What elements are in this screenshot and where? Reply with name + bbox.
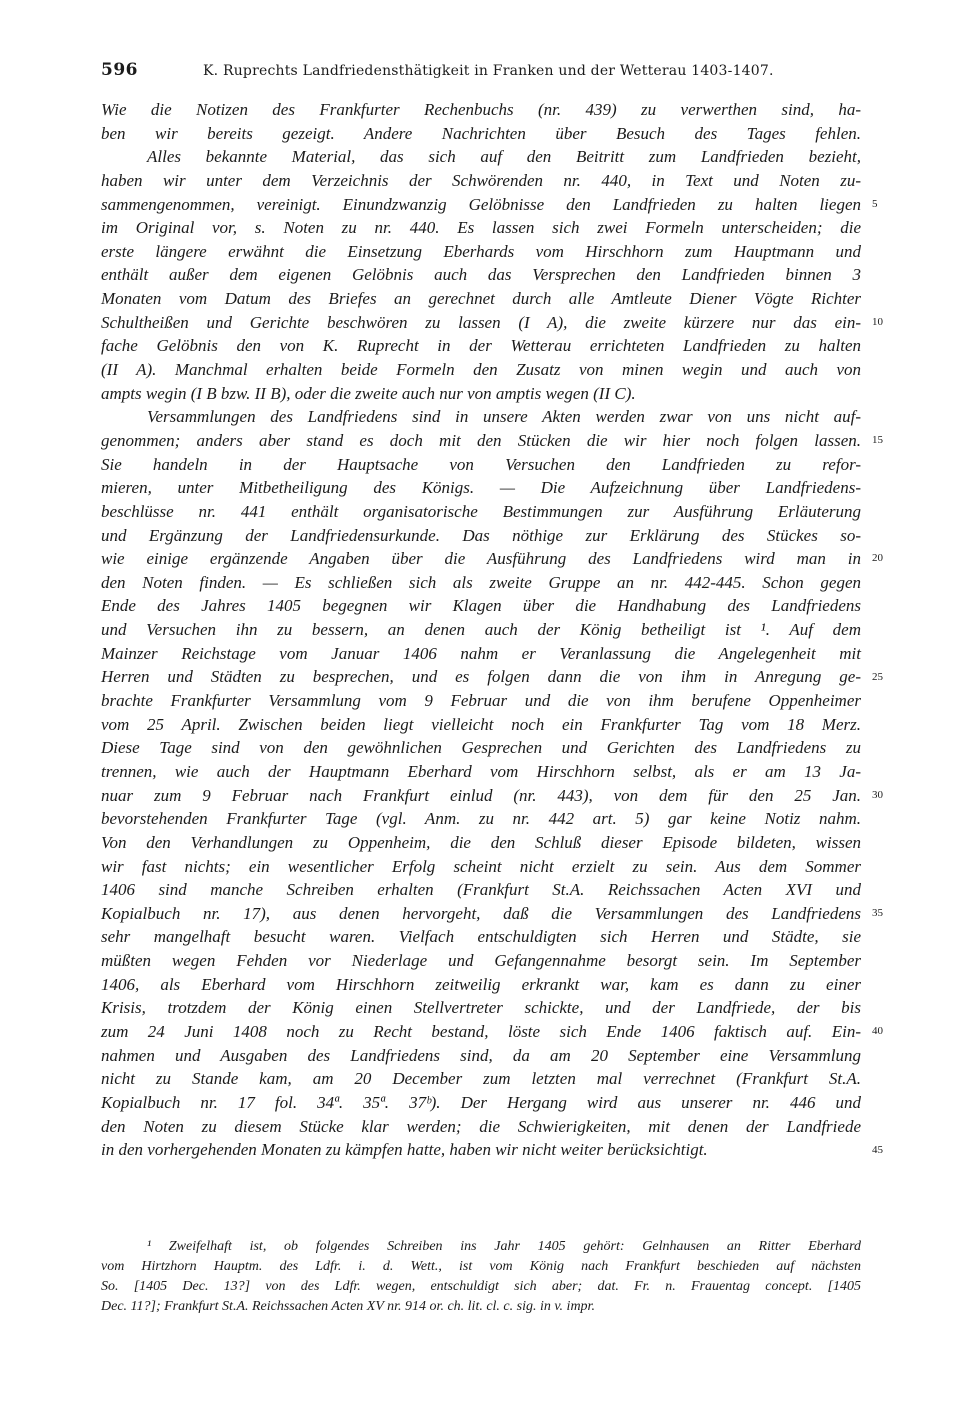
body-line: Krisis, trotzdem der König einen Stellvertreter schickte, und der Landfriede, der bis xyxy=(101,998,861,1018)
footnote-line: Dec. 11?]; Frankfurt St.A. Reichssachen Acten XV nr. 914 or. ch. lit. cl. c. sig. in v. impr. xyxy=(101,1299,595,1314)
body-line: Monaten vom Datum des Briefes an gerechnet durch alle Amtleute Diener Vögte Richter xyxy=(101,289,861,309)
body-line: zum 24 Juni 1408 noch zu Recht bestand, löste sich Ende 1406 faktisch auf. Ein- xyxy=(101,1021,861,1041)
line-number: 25 xyxy=(872,670,883,683)
body-line: Diese Tage sind von den gewöhnlichen Gesprechen und Gerichten des Landfriedens zu xyxy=(101,738,861,758)
line-number: 20 xyxy=(872,552,883,565)
body-line: vom 25 April. Zwischen beiden liegt vielleicht noch ein Frankfurter Tag vom 18 Merz. xyxy=(101,714,861,734)
footnotes xyxy=(101,1237,861,1317)
body-line: und Versuchen ihn zu bessern, an denen auch der König betheiligt ist ¹. Auf dem xyxy=(101,620,861,640)
line-number: 35 xyxy=(872,907,883,920)
body-text xyxy=(101,98,861,1162)
body-line: Sie handeln in der Hauptsache von Versuchen den Landfrieden zu refor- xyxy=(101,454,861,474)
body-line: Wie die Notizen des Frankfurter Rechenbuchs (nr. 439) zu verwerthen sind, ha- xyxy=(101,100,861,119)
body-line: haben wir unter dem Verzeichnis der Schwörenden nr. 440, in Text und Noten zu- xyxy=(101,170,861,190)
body-line: sammengenommen, vereinigt. Einundzwanzig Gelöbnisse den Landfrieden zu halten liegen xyxy=(101,194,861,214)
body-line: (II A). Manchmal erhalten beide Formeln den Zusatz von minen wegin und auch von xyxy=(101,360,861,380)
body-line: Kopialbuch nr. 17), aus denen hervorgeht, daß die Versammlungen des Landfriedens xyxy=(101,903,861,923)
page-number: 596 xyxy=(101,60,138,80)
body-line: Mainzer Reichstage vom Januar 1406 nahm er Veranlassung die Angelegenheit mit xyxy=(101,643,861,663)
body-line: nahmen und Ausgaben des Landfriedens sind, da am 20 September eine Versammlung xyxy=(101,1045,861,1065)
footnote-line: So. [1405 Dec. 13?] von des Ldfr. wegen, entschuldigt sich aber; dat. Fr. n. Frauentag concept. [1405 xyxy=(101,1279,861,1294)
body-line: und Ergänzung der Landfriedensurkunde. Das nöthige zur Erklärung des Stückes so- xyxy=(101,525,861,545)
body-line: ampts wegin (I B bzw. II B), oder die zweite auch nur von amptis wegen (II C). xyxy=(101,383,636,403)
body-line: fache Gelöbnis den von K. Ruprecht in der Wetterau errichteten Landfrieden zu halten xyxy=(101,336,861,356)
line-number: 40 xyxy=(872,1025,883,1038)
body-line: im Original vor, s. Noten zu nr. 440. Es lassen sich zwei Formeln unterscheiden; die xyxy=(101,218,861,238)
body-line: mieren, unter Mitbetheiligung des Königs. — Die Aufzeichnung über Landfriedens- xyxy=(101,478,861,498)
body-line: wie einige ergänzende Angaben über die Ausführung des Landfriedens wird man in xyxy=(101,549,861,569)
body-line: Von den Verhandlungen zu Oppenheim, die den Schluß dieser Episode bildeten, wissen xyxy=(101,832,861,852)
body-line: sehr mangelhaft besucht waren. Vielfach entschuldigten sich Herren und Städte, sie xyxy=(101,927,861,947)
body-line: 1406 sind manche Schreiben erhalten (Frankfurt St.A. Reichssachen Acten XVI und xyxy=(101,880,861,900)
body-line: Schultheißen und Gerichte beschwören zu lassen (I A), die zweite kürzere nur das ein- xyxy=(101,312,861,332)
body-line: brachte Frankfurter Versammlung vom 9 Februar und die von ihm berufene Oppenheimer xyxy=(101,691,861,711)
body-line: Herren und Städten zu besprechen, und es folgen dann die von ihm in Anregung ge- xyxy=(101,667,861,687)
body-line: Versammlungen des Landfriedens sind in unsere Akten werden zwar von uns nicht auf- xyxy=(147,407,861,427)
footnote-line: vom Hirtzhorn Hauptm. des Ldfr. i. d. Wett., ist vom König nach Frankfurt beschieden auf nächsten xyxy=(101,1259,861,1274)
body-line: den Noten zu diesem Stücke klar werden; die Schwierigkeiten, mit denen der Landfriede xyxy=(101,1116,861,1136)
body-line: müßten wegen Fehden vor Niederlage und Gefangennahme besorgt sein. Im September xyxy=(101,951,861,971)
body-line: ben wir bereits gezeigt. Andere Nachrichten über Besuch des Tages fehlen. xyxy=(101,123,861,143)
body-line: den Noten finden. — Es schließen sich als zweite Gruppe an nr. 442-445. Schon gegen xyxy=(101,572,861,592)
body-line: bevorstehenden Frankfurter Tage (vgl. Anm. zu nr. 442 art. 5) gar keine Notiz nahm. xyxy=(101,809,861,829)
footnote-line: ¹ Zweifelhaft ist, ob folgendes Schreiben ins Jahr 1405 gehört: Gelnhausen an Ritter Eberhard xyxy=(147,1239,861,1254)
body-line: erste längere erwähnt die Einsetzung Eberhards vom Hirschhorn zum Hauptmann und xyxy=(101,241,861,261)
line-number: 30 xyxy=(872,788,883,801)
body-line: trennen, wie auch der Hauptmann Eberhard vom Hirschhorn selbst, als er am 13 Ja- xyxy=(101,761,861,781)
body-line: nicht zu Stande kam, am 20 December zum letzten mal verrechnet (Frankfurt St.A. xyxy=(101,1069,861,1089)
body-line: wir fast nichts; ein wesentlicher Erfolg scheint nicht erzielt zu sein. Aus dem Sommer xyxy=(101,856,861,876)
running-title: K. Ruprechts Landfriedensthätigkeit in Franken und der Wetterau 1403-1407. xyxy=(203,63,774,79)
body-line: 1406, als Eberhard vom Hirschhorn zeitweilig erkrankt war, kam es dann zu einer xyxy=(101,974,861,994)
body-line: nuar zum 9 Februar nach Frankfurt einlud (nr. 443), von dem für den 25 Jan. xyxy=(101,785,861,805)
body-line: in den vorhergehenden Monaten zu kämpfen hatte, haben wir nicht weiter berücksichtigt. xyxy=(101,1140,708,1160)
line-number: 15 xyxy=(872,434,883,447)
body-line: Kopialbuch nr. 17 fol. 34ª. 35ª. 37ᵇ). Der Hergang wird aus unserer nr. 446 und xyxy=(101,1092,861,1112)
body-line: Ende des Jahres 1405 begegnen wir Klagen über die Handhabung des Landfriedens xyxy=(101,596,861,616)
body-line: beschlüsse nr. 441 enthält organisatorische Bestimmungen zur Ausführung Erläuterung xyxy=(101,501,861,521)
line-number: 10 xyxy=(872,315,883,328)
line-number: 45 xyxy=(872,1143,883,1156)
line-number: 5 xyxy=(872,197,878,210)
body-line: Alles bekannte Material, das sich auf den Beitritt zum Landfrieden bezieht, xyxy=(147,147,861,167)
body-line: genommen; anders aber stand es doch mit den Stücken die wir hier noch folgen lassen. xyxy=(101,430,861,450)
body-line: enthält außer dem eigenen Gelöbnis auch das Versprechen den Landfrieden binnen 3 xyxy=(101,265,861,285)
